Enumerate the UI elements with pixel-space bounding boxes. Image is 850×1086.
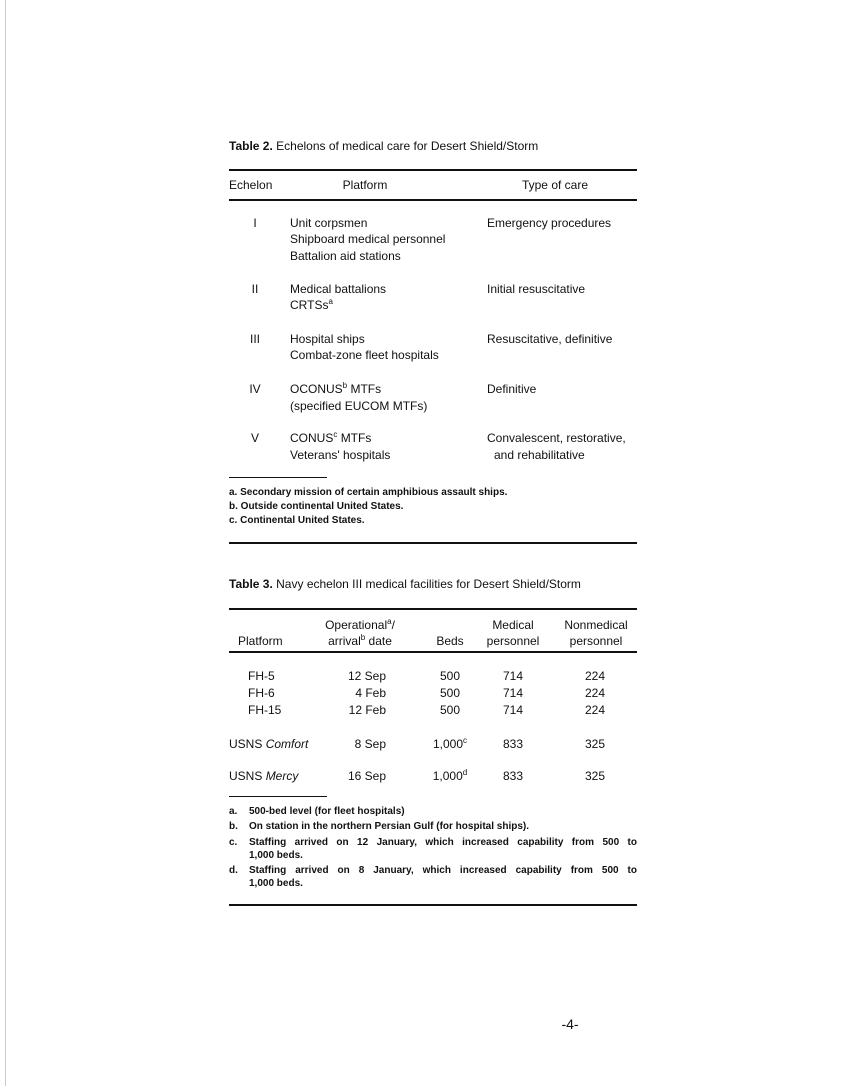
footnote-ref: c <box>463 736 468 745</box>
platform-text: FH-5 <box>248 669 275 683</box>
table2-title: Echelons of medical care for Desert Shield/Storm <box>276 139 539 153</box>
table3-header-medical: Medical <box>492 618 534 632</box>
table2-top-rule <box>229 169 637 171</box>
beds-text: 1,000 <box>432 737 464 751</box>
beds-text: 500 <box>439 669 461 683</box>
footnote-ref: b <box>360 633 366 642</box>
type-cell: Emergency procedures <box>487 216 612 230</box>
beds-cell <box>420 686 480 700</box>
platform-cell <box>290 382 381 396</box>
type-cell: Initial resuscitative <box>487 282 586 296</box>
platform-text: OCONUS <box>290 382 343 396</box>
table2-header-type: Type of care <box>521 178 589 192</box>
table3-caption <box>229 577 581 591</box>
table2-header-platform: Platform <box>342 178 388 192</box>
medical-cell: 714 <box>502 686 524 700</box>
table2-header-echelon: Echelon <box>229 178 273 192</box>
date-cell: 16 Sep <box>347 769 386 783</box>
footnote-text: 500-bed level (for fleet hospitals) <box>249 806 405 817</box>
table3-header-nonmedical: Nonmedical <box>564 618 628 632</box>
platform-cell <box>248 686 275 700</box>
footnote-ref: d <box>462 768 468 777</box>
table3-header-platform: Platform <box>238 634 283 648</box>
footnote-text: 1,000 beds. <box>249 850 303 861</box>
platform-cell <box>229 769 298 783</box>
medical-cell: 833 <box>502 737 524 751</box>
footnote-letter: a. <box>229 806 238 817</box>
platform-cell: Veterans' hospitals <box>290 448 391 462</box>
header-text: Operational <box>325 618 388 632</box>
echelon-cell: II <box>251 282 259 296</box>
platform-cell <box>248 669 275 683</box>
type-cell: Definitive <box>487 382 537 396</box>
table3-header-medical: personnel <box>486 634 540 648</box>
platform-cell: (specified EUCOM MTFs) <box>290 399 428 413</box>
scan-edge <box>5 0 6 1086</box>
nonmedical-cell: 325 <box>584 769 606 783</box>
platform-cell: Unit corpsmen <box>290 216 368 230</box>
platform-cell: Battalion aid stations <box>290 249 401 263</box>
platform-cell: Hospital ships <box>290 332 365 346</box>
table3-top-rule <box>229 608 637 610</box>
ship-name: Comfort <box>265 737 309 751</box>
platform-text: MTFs <box>350 382 382 396</box>
medical-cell: 714 <box>502 703 524 717</box>
table2-header-rule <box>229 199 637 201</box>
footnote-text: Staffing arrived on 12 January, which increased capability from 500 to <box>249 837 637 848</box>
platform-cell <box>290 431 371 445</box>
footnote-rule <box>229 796 327 797</box>
date-cell: 12 Feb <box>348 703 386 717</box>
table2-footnote: b. Outside continental United States. <box>229 501 404 512</box>
table3-header-beds: Beds <box>436 634 464 648</box>
footnote-rule <box>229 477 327 478</box>
beds-cell <box>420 769 480 783</box>
footnote-letter: b. <box>229 821 238 832</box>
beds-text: 500 <box>439 686 461 700</box>
table2-caption <box>229 139 538 153</box>
table3-label: Table 3. <box>229 577 273 591</box>
footnote-text: Staffing arrived on 8 January, which increased capability from 500 to <box>249 865 637 876</box>
header-text: date <box>365 634 392 648</box>
table2-label: Table 2. <box>229 139 273 153</box>
platform-cell: Medical battalions <box>290 282 387 296</box>
footnote-text: 1,000 beds. <box>249 878 303 889</box>
footnote-ref: a <box>328 297 333 306</box>
beds-text: 500 <box>439 703 461 717</box>
beds-cell <box>420 703 480 717</box>
table3-header-nonmedical: personnel <box>569 634 623 648</box>
platform-text: CRTSs <box>290 298 329 312</box>
medical-cell: 833 <box>502 769 524 783</box>
footnote-ref: a <box>387 617 392 626</box>
platform-text: FH-6 <box>248 686 275 700</box>
header-text: / <box>391 618 395 632</box>
platform-text: USNS <box>229 769 263 783</box>
footnote-text: On station in the northern Persian Gulf (for hospital ships). <box>249 821 530 832</box>
footnote-letter: d. <box>229 865 238 876</box>
platform-cell <box>248 703 281 717</box>
date-cell: 12 Sep <box>347 669 386 683</box>
nonmedical-cell: 325 <box>584 737 606 751</box>
beds-cell <box>420 669 480 683</box>
beds-cell <box>420 737 480 751</box>
platform-cell <box>290 298 333 312</box>
platform-cell: Shipboard medical personnel <box>290 232 446 246</box>
echelon-cell: I <box>253 216 257 230</box>
echelon-cell: III <box>249 332 260 346</box>
footnote-letter: c. <box>229 837 238 848</box>
table2-footnote: c. Continental United States. <box>229 515 365 526</box>
page-number: -4- <box>561 1016 579 1032</box>
table3-header-date <box>320 634 400 648</box>
platform-text: CONUS <box>290 431 334 445</box>
echelon-cell: V <box>250 431 259 445</box>
echelon-cell: IV <box>249 382 261 396</box>
nonmedical-cell: 224 <box>584 686 606 700</box>
type-cell: Convalescent, restorative, <box>487 431 626 445</box>
platform-cell: Combat-zone fleet hospitals <box>290 348 439 362</box>
medical-cell: 714 <box>502 669 524 683</box>
type-cell: Resuscitative, definitive <box>487 332 613 346</box>
table3-title: Navy echelon III medical facilities for Desert Shield/Storm <box>276 577 581 591</box>
footnote-ref: b <box>342 381 348 390</box>
platform-text: FH-15 <box>248 703 282 717</box>
date-cell: 4 Feb <box>355 686 386 700</box>
table2-bottom-rule <box>229 542 637 544</box>
type-cell: and rehabilitative <box>494 448 585 462</box>
footnote-ref: c <box>333 430 338 439</box>
table3-bottom-rule <box>229 904 637 906</box>
table3-header-rule <box>229 651 637 653</box>
table3-header-date <box>320 618 400 632</box>
platform-text: USNS <box>229 737 263 751</box>
ship-name: Mercy <box>265 769 299 783</box>
platform-text: MTFs <box>340 431 372 445</box>
nonmedical-cell: 224 <box>584 669 606 683</box>
nonmedical-cell: 224 <box>584 703 606 717</box>
header-text: arrival <box>328 634 361 648</box>
date-cell: 8 Sep <box>354 737 386 751</box>
platform-cell <box>229 737 308 751</box>
table2-footnote: a. Secondary mission of certain amphibious assault ships. <box>229 487 508 498</box>
beds-text: 1,000 <box>432 769 463 783</box>
